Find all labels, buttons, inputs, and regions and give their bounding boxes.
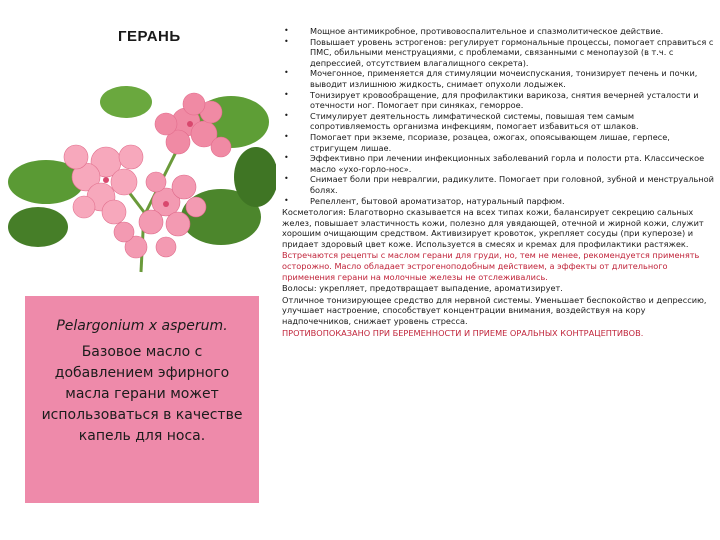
paragraph: Волосы: укрепляет, предотвращает выпадение, ароматизирует. xyxy=(282,283,563,294)
bullet-item xyxy=(282,132,714,153)
bullet-item xyxy=(282,37,714,69)
bullet-dot-icon: • xyxy=(284,36,289,46)
bullet-dot-icon: • xyxy=(284,89,289,99)
bullet-dot-icon: • xyxy=(284,68,289,78)
paragraph: Отличное тонизирующее средство для нервной системы. Уменьшает беспокойство и депрессию, улучшает настроение, способствует концентрации внимания, воздействуя на кору надпочечников, снижает уровень стресса. xyxy=(282,294,707,327)
paragraph: ПРОТИВОПОКАЗАНО ПРИ БЕРЕМЕННОСТИ И ПРИЕМЕ ОРАЛЬНЫХ КОНТРАЦЕПТИВОВ. xyxy=(282,327,644,338)
bullet-dot-icon: • xyxy=(284,153,289,163)
paragraph-list xyxy=(282,207,714,338)
pink-note-text: Базовое масло с добавлением эфирного масла герани может использоваться в качестве капель для носа. xyxy=(41,344,243,444)
bullet-dot-icon: • xyxy=(284,195,289,205)
bullet-item xyxy=(282,90,714,111)
bullet-text: Стимулирует деятельность лимфатической системы, повышая тем самым сопротивляемость организма инфекциям, помогает избавиться от шлаков. xyxy=(310,110,639,132)
latin-name: Pelargonium x asperum. xyxy=(56,318,228,334)
bullet-text: Мочегонное, применяется для стимуляции мочеиспускания, тонизирует печень и почки, выводит излишнюю жидкость, снимает опухоли лодыжек. xyxy=(310,68,698,89)
bullet-text: Мощное антимикробное, противовоспалительное и спазмолитическое действие. xyxy=(310,26,664,36)
paragraph: Косметология: Благотворно сказывается на всех типах кожи, балансирует секрецию сальных желез, повышает эластичность кожи, полезно для увядающей, отечной и жирной кожи, служит хорошим очищающим средством. Активизирует кровоток, укрепляет сосуды (при куперозе) и придает здоровый цвет коже. Используется в смесях и кремах для профилактики растяжек. xyxy=(282,207,704,249)
bullet-list xyxy=(282,26,714,206)
bullet-text: Эффективно при лечении инфекционных заболеваний горла и полости рта. Классическое масло «ухо-горло-нос». xyxy=(310,153,705,174)
bullet-text: Помогает при экземе, псориазе, розацеа, ожогах, опоясывающем лишае, герпесе, стригущем лишае. xyxy=(310,131,670,153)
bullet-item xyxy=(282,196,714,207)
description-column xyxy=(282,26,714,338)
page-title: ГЕРАНЬ xyxy=(118,28,181,45)
bullet-text: Снимает боли при невралгии, радикулите. Помогает при головной, зубной и менструальной болях. xyxy=(310,174,714,195)
bullet-text: Тонизирует кровообращение, для профилактики варикоза, снятия вечерней усталости и отечности ног. Помогает при синяках, геморрое. xyxy=(310,89,699,111)
bullet-item xyxy=(282,174,714,195)
bullet-item xyxy=(282,111,714,132)
pink-note-box xyxy=(25,296,259,503)
bullet-dot-icon: • xyxy=(284,26,289,35)
bullet-text: Репеллент, бытовой ароматизатор, натуральный парфюм. xyxy=(310,195,565,206)
bullet-item xyxy=(282,153,714,174)
geranium-photo xyxy=(6,62,276,287)
bullet-text: Повышает уровень эстрогенов: регулирует гормональные процессы, помогает справиться с ПМС, обильными менструациями, с проблемами, связанными с менопаузой (в т.ч. с депрессией, отсутствием влагалищного секрета). xyxy=(310,36,714,68)
bullet-item xyxy=(282,26,714,37)
bullet-item xyxy=(282,68,714,89)
bullet-dot-icon: • xyxy=(284,174,289,184)
paragraph: Встречаются рецепты с маслом герани для груди, но, тем не менее, рекомендуется применять осторожно. Масло обладает эстрогеноподобным действием, а эффекты от длительного применения герани на молочные железы не отслеживались. xyxy=(282,250,700,282)
bullet-dot-icon: • xyxy=(284,131,289,141)
bullet-dot-icon: • xyxy=(284,110,289,120)
